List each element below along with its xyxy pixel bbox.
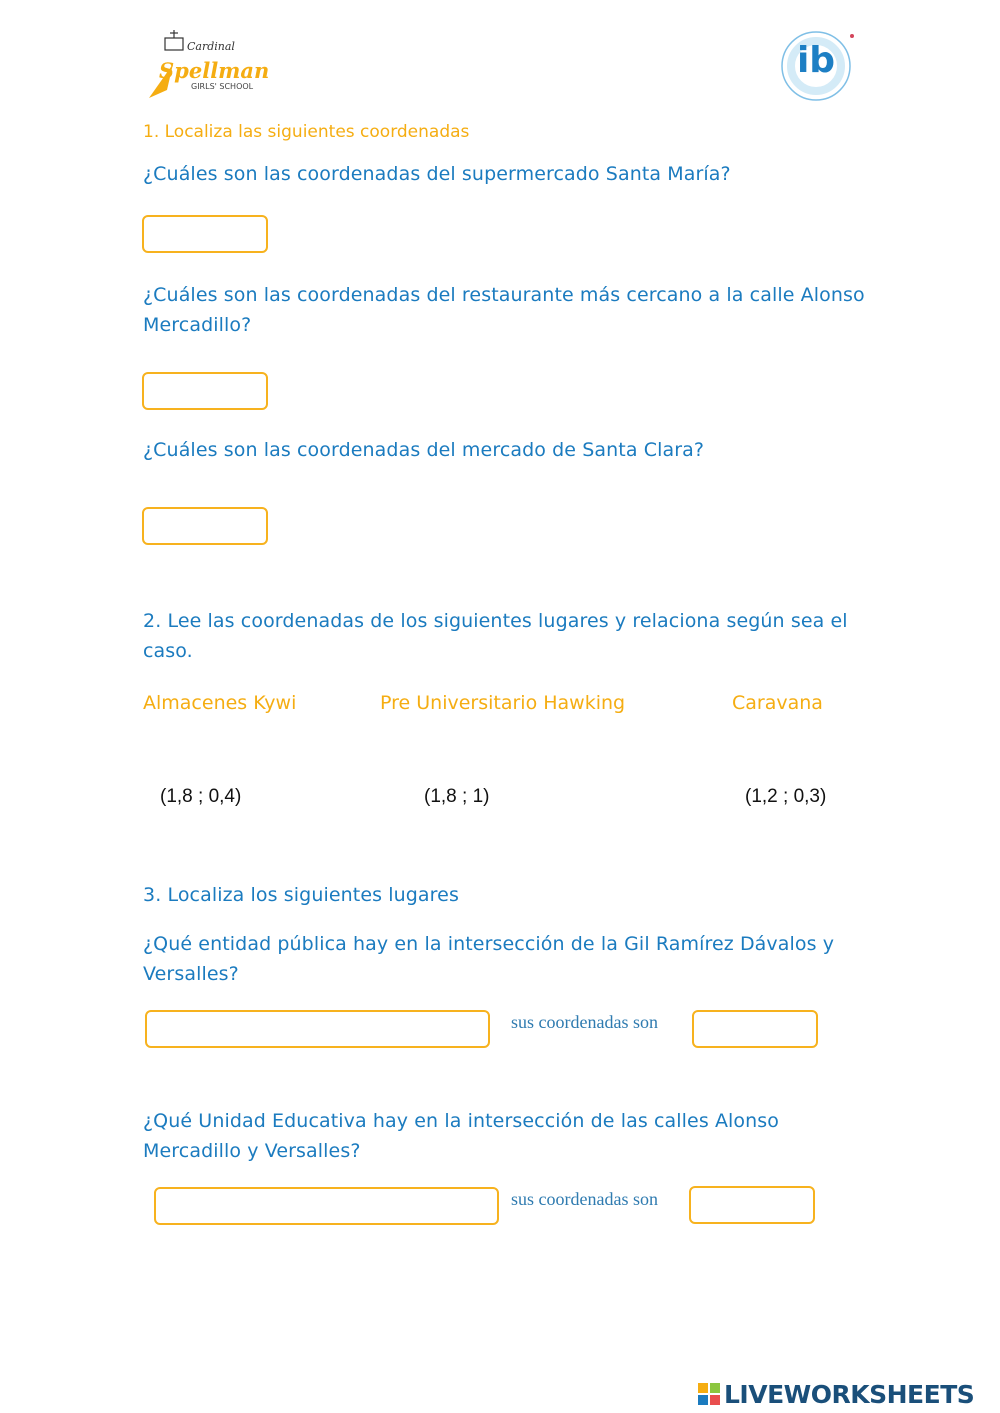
school-logo-line2: Spellman bbox=[159, 58, 270, 83]
answer-field-school[interactable] bbox=[154, 1187, 499, 1225]
section1-question-2-line1: ¿Cuáles son las coordenadas del restaurante más cercano a la calle Alonso bbox=[143, 284, 865, 306]
coords-label: sus coordenadas son bbox=[511, 1012, 658, 1032]
school-logo bbox=[145, 28, 270, 100]
place-item[interactable]: Caravana bbox=[732, 692, 823, 714]
place-item[interactable]: Almacenes Kywi bbox=[143, 692, 297, 714]
coordinate-item[interactable]: (1,8 ; 0,4) bbox=[160, 786, 242, 807]
answer-field-restaurant[interactable] bbox=[142, 372, 268, 410]
ib-logo bbox=[778, 30, 858, 102]
section3-question-2 bbox=[143, 1106, 779, 1166]
answer-field-supermarket[interactable] bbox=[142, 215, 268, 253]
section1-title: 1. Localiza las siguientes coordenadas bbox=[143, 122, 470, 142]
section1-question-2-line2: Mercadillo? bbox=[143, 314, 252, 336]
section2-title-line2: caso. bbox=[143, 640, 193, 662]
liveworksheets-logo-icon bbox=[698, 1383, 720, 1405]
answer-field-public-entity-coords[interactable] bbox=[692, 1010, 818, 1048]
school-logo-line1: Cardinal bbox=[187, 40, 235, 53]
liveworksheets-brand bbox=[698, 1378, 974, 1410]
coordinate-item[interactable]: (1,8 ; 1) bbox=[424, 786, 490, 807]
answer-field-school-coords[interactable] bbox=[689, 1186, 815, 1224]
section3-question-1 bbox=[143, 929, 834, 989]
liveworksheets-text: LIVEWORKSHEETS bbox=[724, 1379, 975, 1409]
section2-title bbox=[143, 606, 848, 666]
answer-field-public-entity[interactable] bbox=[145, 1010, 490, 1048]
ib-logo-text: ib bbox=[796, 40, 836, 81]
section3-question-2-line2: Mercadillo y Versalles? bbox=[143, 1140, 361, 1162]
section1-question-2 bbox=[143, 280, 865, 340]
section1-question-1: ¿Cuáles son las coordenadas del supermercado Santa María? bbox=[143, 163, 731, 185]
section1-question-3: ¿Cuáles son las coordenadas del mercado de Santa Clara? bbox=[143, 439, 705, 461]
answer-field-market[interactable] bbox=[142, 507, 268, 545]
coordinate-item[interactable]: (1,2 ; 0,3) bbox=[745, 786, 827, 807]
coords-label: sus coordenadas son bbox=[511, 1189, 658, 1209]
section2-title-line1: 2. Lee las coordenadas de los siguientes lugares y relaciona según sea el bbox=[143, 610, 848, 632]
school-logo-line3: GIRLS' SCHOOL bbox=[191, 82, 254, 91]
section3-question-2-line1: ¿Qué Unidad Educativa hay en la intersección de las calles Alonso bbox=[143, 1110, 780, 1132]
section3-question-1-line2: Versalles? bbox=[143, 963, 239, 985]
place-item[interactable]: Pre Universitario Hawking bbox=[380, 692, 626, 714]
section3-question-1-line1: ¿Qué entidad pública hay en la intersección de la Gil Ramírez Dávalos y bbox=[143, 933, 835, 955]
section3-title: 3. Localiza los siguientes lugares bbox=[143, 884, 459, 906]
